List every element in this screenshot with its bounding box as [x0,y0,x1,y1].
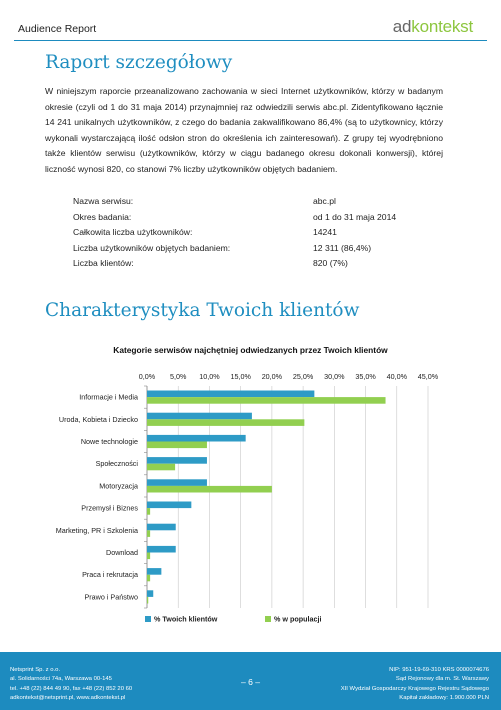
footer-line: adkontekst@netsprint.pl, www.adkontekst.pl [10,694,126,701]
x-tick-label: 20,0% [261,372,283,381]
footer-line: XII Wydział Gospodarczy Krajowego Rejestru Sądowego [340,685,489,692]
legend-swatch [265,616,271,622]
category-label: Uroda, Kobieta i Dziecko [58,414,138,424]
x-tick-label: 0,0% [138,372,156,381]
bar-population [147,486,272,493]
info-row [73,212,453,228]
info-label: Nazwa serwisu: [73,196,134,206]
info-label: Liczba użytkowników objętych badaniem: [73,242,231,253]
info-label: Całkowita liczba użytkowników: [73,227,193,237]
category-label: Download [106,548,138,557]
info-value: 12 311 (86,4%) [313,242,372,253]
bar-clients [147,457,207,464]
x-tick-label: 5,0% [170,372,187,381]
x-tick-label: 30,0% [324,372,345,381]
footer-line: Kapitał zakładowy: 1.900.000 PLN [399,694,489,701]
bar-population [147,575,150,582]
adkontekst-logo: adkontekst [392,17,473,36]
intro-paragraph: W niniejszym raporcie przeanalizowano zachowania w sieci Internet użytkowników, którzy w badanym okresie (czyli od 1 do 31 maja 2014) przynajmniej raz odwiedzili serwis abc.pl. Zidentyfikowano łącznie 14 241 unikalnych użytkowników, z czego do badania zakwalifikowano 86,4% (są to użytkownicy, którzy wykonali wystarczającą ilość odsłon stron do określenia ich zainteresowań). Z grupy tej wyodrębniono także klientów serwisu (użytkowników, którzy w ciągu badanego okresu dokonali konwersji), której liczność wynosi 820, co stanowi 7% liczby użytkowników objętych badaniem. [45,86,443,174]
info-row [73,243,453,259]
bar-population [147,508,150,515]
info-label: Okres badania: [73,211,132,222]
section-heading-client-characteristics: Charakterystyka Twoich klientów [45,300,360,321]
category-label: Prawo i Państwo [84,592,138,602]
category-label: Marketing, PR i Szkolenia [55,525,138,535]
section-heading-detailed-report: Raport szczegółowy [45,52,233,73]
bar-clients [147,479,207,486]
page-footer [0,654,501,710]
footer-line: NIP: 951-19-69-310 KRS 0000074676 [389,667,489,673]
x-tick-label: 10,0% [199,372,220,381]
report-header-title: Audience Report [18,23,97,35]
info-row [73,196,453,212]
bar-population [147,597,148,604]
legend-swatch [145,616,151,622]
bar-clients [147,413,252,420]
footer-legal-info [341,666,489,703]
bar-population [147,442,207,449]
x-tick-label: 45,0% [417,372,439,381]
x-tick-label: 25,0% [292,372,314,381]
bar-population [147,419,304,426]
legend-label: % Twoich klientów [154,614,218,624]
info-label: Liczba klientów: [73,258,134,268]
category-label: Społeczności [95,459,138,469]
header-divider [14,40,487,41]
bar-clients [147,524,176,531]
bar-clients [147,435,246,442]
x-tick-label: 40,0% [386,372,407,381]
info-value: abc.pl [313,196,336,206]
category-label: Przemysł i Biznes [81,503,138,513]
category-label: Nowe technologie [80,437,138,446]
legend-label: % w populacji [274,614,322,624]
x-tick-label: 35,0% [355,372,376,381]
category-label: Motoryzacja [99,481,138,491]
bar-population [147,397,386,404]
footer-line: tel. +48 (22) 844 49 90, fax +48 (22) 852 20 60 [10,685,133,692]
bar-clients [147,391,314,398]
bar-population [147,464,175,471]
footer-line: al. Solidarności 74a, Warszawa 00-145 [10,676,112,683]
report-info-table [73,196,453,274]
bar-population [147,553,150,560]
info-row [73,227,453,243]
bar-clients [147,502,191,509]
bar-population [147,530,150,537]
page-number: – 6 – [240,677,261,687]
chart-title: Kategorie serwisów najchętniej odwiedzanych przez Twoich klientów [113,345,388,355]
info-value: 820 (7%) [313,258,348,268]
category-label: Praca i rekrutacja [82,570,138,580]
footer-line: Sąd Rejonowy dla m. St. Warszawy [395,676,489,683]
category-label: Informacje i Media [79,392,138,402]
bar-clients [147,568,161,575]
category-bar-chart [0,360,501,630]
info-value: 14241 [313,227,337,237]
bar-clients [147,590,153,597]
info-value: od 1 do 31 maja 2014 [313,211,397,222]
bar-clients [147,546,176,553]
info-row [73,258,453,274]
x-tick-label: 15,0% [230,372,251,381]
footer-line: Netsprint Sp. z o.o. [10,667,61,673]
